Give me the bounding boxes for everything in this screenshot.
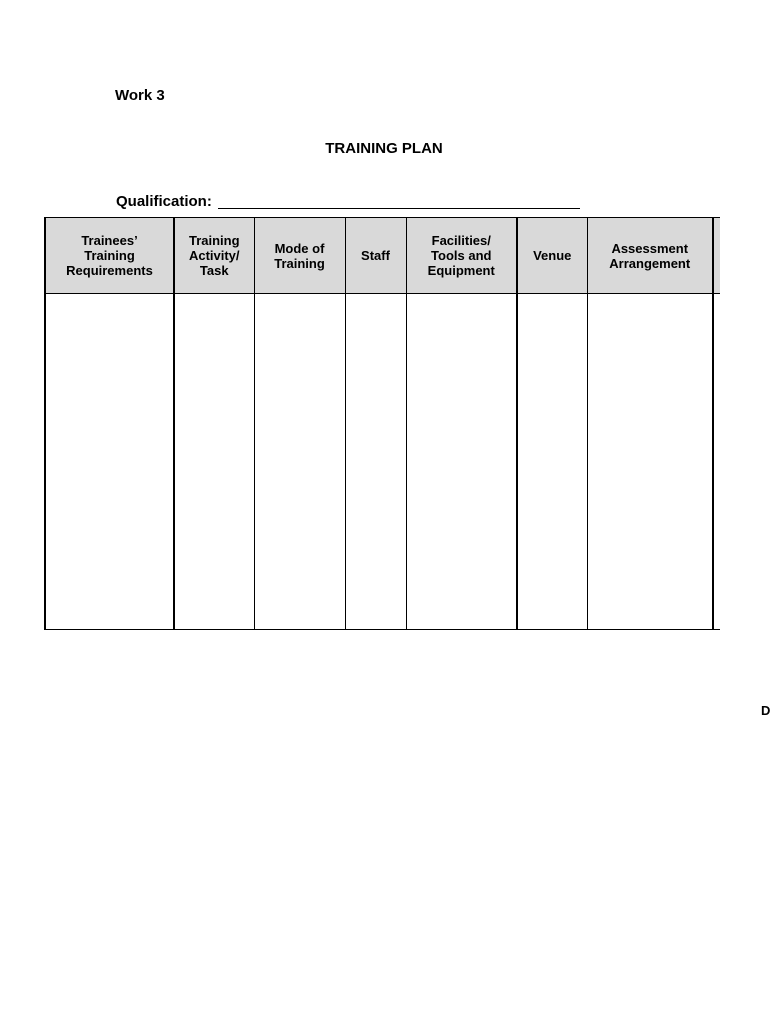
cell-training-activity-task[interactable] [174,294,254,630]
training-plan-table [44,217,720,630]
table-row [45,294,720,630]
cell-venue[interactable] [517,294,587,630]
document-title: TRAINING PLAN [325,140,443,157]
header-staff: Staff [345,218,406,294]
cell-cut-off-column[interactable] [713,294,720,630]
cell-facilities-tools-equipment[interactable] [406,294,517,630]
work-label: Work 3 [115,87,165,104]
table-header-row [45,218,720,294]
cell-assessment-arrangement[interactable] [587,294,713,630]
header-venue: Venue [517,218,587,294]
cell-staff[interactable] [345,294,406,630]
header-training-activity-task: Training Activity/ Task [174,218,254,294]
header-cut-off-column [713,218,720,294]
qualification-blank-line[interactable] [218,208,580,209]
header-trainees-training-requirements: Trainees’ Training Requirements [45,218,174,294]
header-mode-of-training: Mode of Training [254,218,345,294]
qualification-label: Qualification: [116,193,212,210]
margin-cut-off-text: D [761,703,770,718]
cell-mode-of-training[interactable] [254,294,345,630]
cell-trainees-training-requirements[interactable] [45,294,174,630]
header-facilities-tools-equipment: Facilities/ Tools and Equipment [406,218,517,294]
header-assessment-arrangement: Assessment Arrangement [587,218,713,294]
